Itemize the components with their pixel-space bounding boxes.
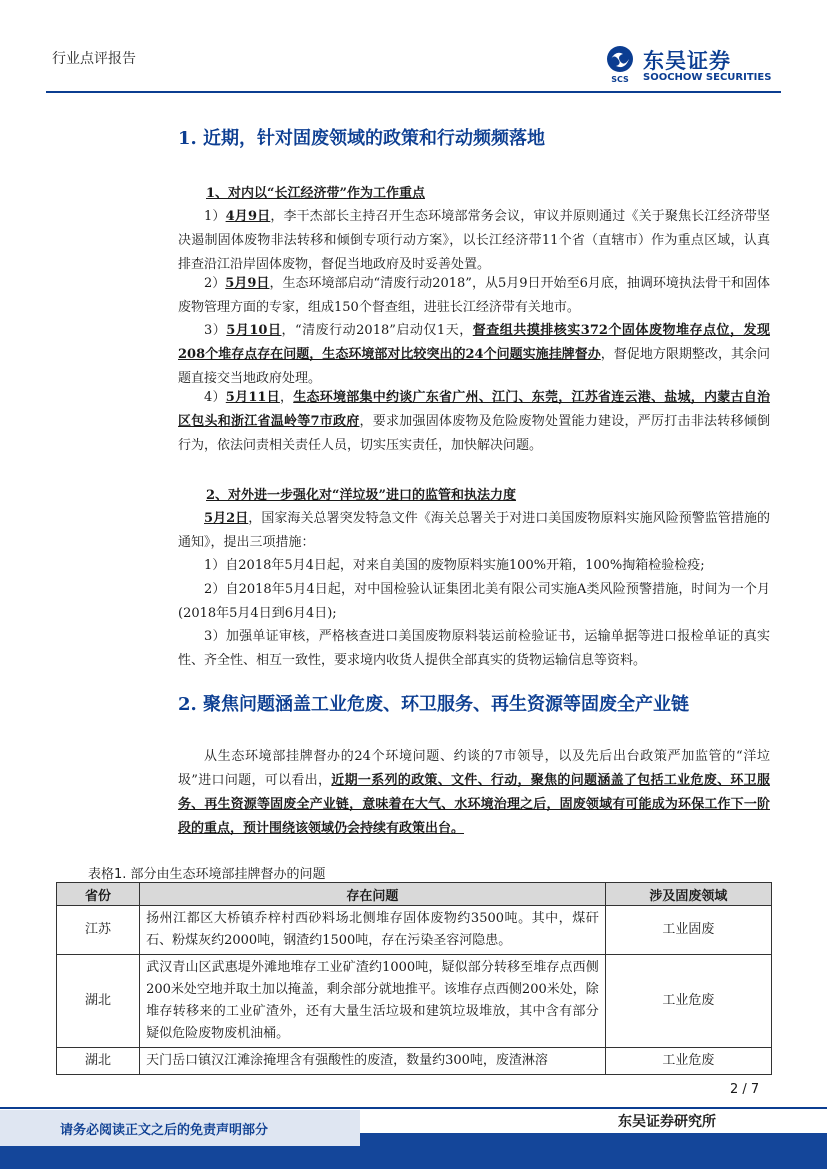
page-number: 2 / 7 <box>730 1082 760 1097</box>
cell-issue: 武汉青山区武惠堤外滩地堆存工业矿渣约1000吨，疑似部分转移至堆存点西侧200米处空地并取土加以掩盖，剩余部分就地推平。该堆存点西侧200米处，除堆存转移来的工业矿渣外，还有大量生活垃圾和建筑垃圾堆放，其中含有部分疑似危险废物废机油桶。 <box>140 955 606 1048</box>
date-may-10: 5月10日 <box>226 323 282 338</box>
cell-province: 江苏 <box>57 906 140 955</box>
table-row <box>57 955 772 1048</box>
subsection-1-heading: 1、对内以“长江经济带”作为工作重点 <box>206 186 426 201</box>
cell-province: 湖北 <box>57 1048 140 1075</box>
date-april-9: 4月9日 <box>225 209 271 224</box>
paragraph-may-10-text-a: ，“清废行动2018”启动仅1天， <box>281 323 473 338</box>
header-rule <box>46 91 781 93</box>
table-caption: 表格1. 部分由生态环境部挂牌督办的问题 <box>88 867 326 882</box>
paragraph-may-10: 3）5月10日，“清废行动2018”启动仅1天，督查组共摸排核实372个固体废物堆存点位，发现208个堆存点存在问题，生态环境部对比较突出的24个问题实施挂牌督办，督促地方限期整改，其余问题直接交当地政府处理。 <box>178 323 770 386</box>
section-2-heading: 2. 聚焦问题涵盖工业危废、环卫服务、再生资源等固废全产业链 <box>178 694 690 715</box>
header-waste-field: 涉及固废领域 <box>605 883 771 906</box>
paragraph-may-9: 2）5月9日，生态环境部启动“清废行动2018”，从5月9日开始至6月底，抽调环境执法骨干和固体废物管理方面的专家，组成150个督查组，进驻长江经济带有关地市。 <box>178 276 770 315</box>
table-row <box>57 906 772 955</box>
paragraph-may-10-text-b: ，督促地方限期整改，其余问题直接交当地政府处理。 <box>178 347 770 386</box>
paragraph-april-9: 1）4月9日，李干杰部长主持召开生态环境部常务会议，审议并原则通过《关于聚焦长江经济带坚决遏制固体废物非法转移和倾倒专项行动方案》，以长江经济带11个省（直辖市）作为重点区域，认真排查沿江沿岸固体废物，督促当地政府及时妥善处置。 <box>178 209 771 272</box>
paragraph-may-9-text: ，生态环境部启动“清废行动2018”，从5月9日开始至6月底，抽调环境执法骨干和固体废物管理方面的专家，组成150个督查组，进驻长江经济带有关地市。 <box>178 276 770 315</box>
date-may-9: 5月9日 <box>225 276 270 291</box>
date-may-2: 5月2日 <box>204 511 249 526</box>
paragraph-summary-text: 从生态环境部挂牌督办的24个环境问题、约谈的7市领导，以及先后出台政策严加监管的“洋垃圾”进口问题，可以看出， <box>178 749 770 788</box>
footer-organization: 东吴证券研究所 <box>618 1114 716 1130</box>
cell-waste-field: 工业固废 <box>605 906 771 955</box>
footer-rule <box>0 1107 827 1109</box>
paragraph-summary-highlight: 近期一系列的政策、文件、行动，聚焦的问题涵盖了包括工业危废、环卫服务、再生资源等固废全产业链，意味着在大气、水环境治理之后，固废领域有可能成为环保工作下一阶段的重点，预计围绕该领域仍会持续有政策出台。 <box>178 773 770 836</box>
paragraph-may-2-text: ，国家海关总署突发特急文件《海关总署关于对进口美国废物原料实施风险预警监管措施的通知》，提出三项措施： <box>178 511 770 550</box>
section-1-heading: 1. 近期，针对固废领域的政策和行动频频落地 <box>178 128 546 149</box>
cell-waste-field: 工业危废 <box>605 955 771 1048</box>
logo-chinese-name: 东吴证券 <box>643 49 731 73</box>
measure-1: 1）自2018年5月4日起，对来自美国的废物原料实施100%开箱，100%掏箱检验检疫; <box>204 558 705 573</box>
date-may-11: 5月11日 <box>225 390 280 405</box>
paragraph-april-9-text: ，李干杰部长主持召开生态环境部常务会议，审议并原则通过《关于聚焦长江经济带坚决遏制固体废物非法转移和倾倒专项行动方案》，以长江经济带11个省（直辖市）作为重点区域，认真排查沿江沿岸固体废物，督促当地政府及时妥善处置。 <box>178 209 771 272</box>
logo-abbr: SCS <box>611 75 629 84</box>
brand-logo <box>603 44 773 84</box>
cell-issue: 天门岳口镇汉江滩涂掩埋含有强酸性的废渣，数量约300吨，废渣淋溶 <box>140 1048 606 1075</box>
paragraph-may-11-text: ，要求加强固体废物及危险废物处置能力建设，严厉打击非法转移倾倒行为，依法问责相关责任人员，切实压实责任，加快解决问题。 <box>178 414 770 453</box>
logo-mark-icon <box>603 44 637 84</box>
paragraph-may-10-highlight: 督查组共摸排核实372个固体废物堆存点位，发现208个堆存点存在问题，生态环境部对比较突出的24个问题实施挂牌督办 <box>178 323 770 362</box>
paragraph-may-2 <box>178 507 770 555</box>
cell-issue: 扬州江都区大桥镇乔梓村西砂料场北侧堆存固体废物约3500吨。其中，煤矸石、粉煤灰约2000吨，钢渣约1500吨，存在污染圣容河隐患。 <box>140 906 606 955</box>
header-issue: 存在问题 <box>140 883 606 906</box>
paragraph-may-11-highlight: 生态环境部集中约谈广东省广州、江门、东莞，江苏省连云港、盐城，内蒙古自治区包头和浙江省温岭等7市政府 <box>178 390 770 429</box>
measure-2: 2）自2018年5月4日起，对中国检验认证集团北美有限公司实施A类风险预警措施，时间为一个月(2018年5月4日到6月4日); <box>178 582 770 621</box>
document-type-label: 行业点评报告 <box>52 51 136 67</box>
paragraph-may-11: 4）5月11日，生态环境部集中约谈广东省广州、江门、东莞，江苏省连云港、盐城，内蒙古自治区包头和浙江省温岭等7市政府，要求加强固体废物及危险废物处置能力建设，严厉打击非法转移倾倒行为，依法问责相关责任人员，切实压实责任，加快解决问题。 <box>178 390 770 453</box>
table-header-row <box>57 883 772 906</box>
disclaimer-banner <box>0 1110 360 1146</box>
cell-waste-field: 工业危废 <box>605 1048 771 1075</box>
cell-province: 湖北 <box>57 955 140 1048</box>
measure-3: 3）加强单证审核，严格核查进口美国废物原料装运前检验证书，运输单据等进口报检单证的真实性、齐全性、相互一致性，要求境内收货人提供全部真实的货物运输信息等资料。 <box>178 629 770 668</box>
header-province: 省份 <box>57 883 140 906</box>
disclaimer-text: 请务必阅读正文之后的免责声明部分 <box>60 1123 269 1138</box>
supervised-issues-table <box>56 882 772 1075</box>
logo-english-name: SOOCHOW SECURITIES <box>643 72 772 83</box>
table-row <box>57 1048 772 1075</box>
paragraph-summary <box>178 745 770 841</box>
subsection-2-heading: 2、对外进一步强化对“洋垃圾”进口的监管和执法力度 <box>206 488 517 503</box>
